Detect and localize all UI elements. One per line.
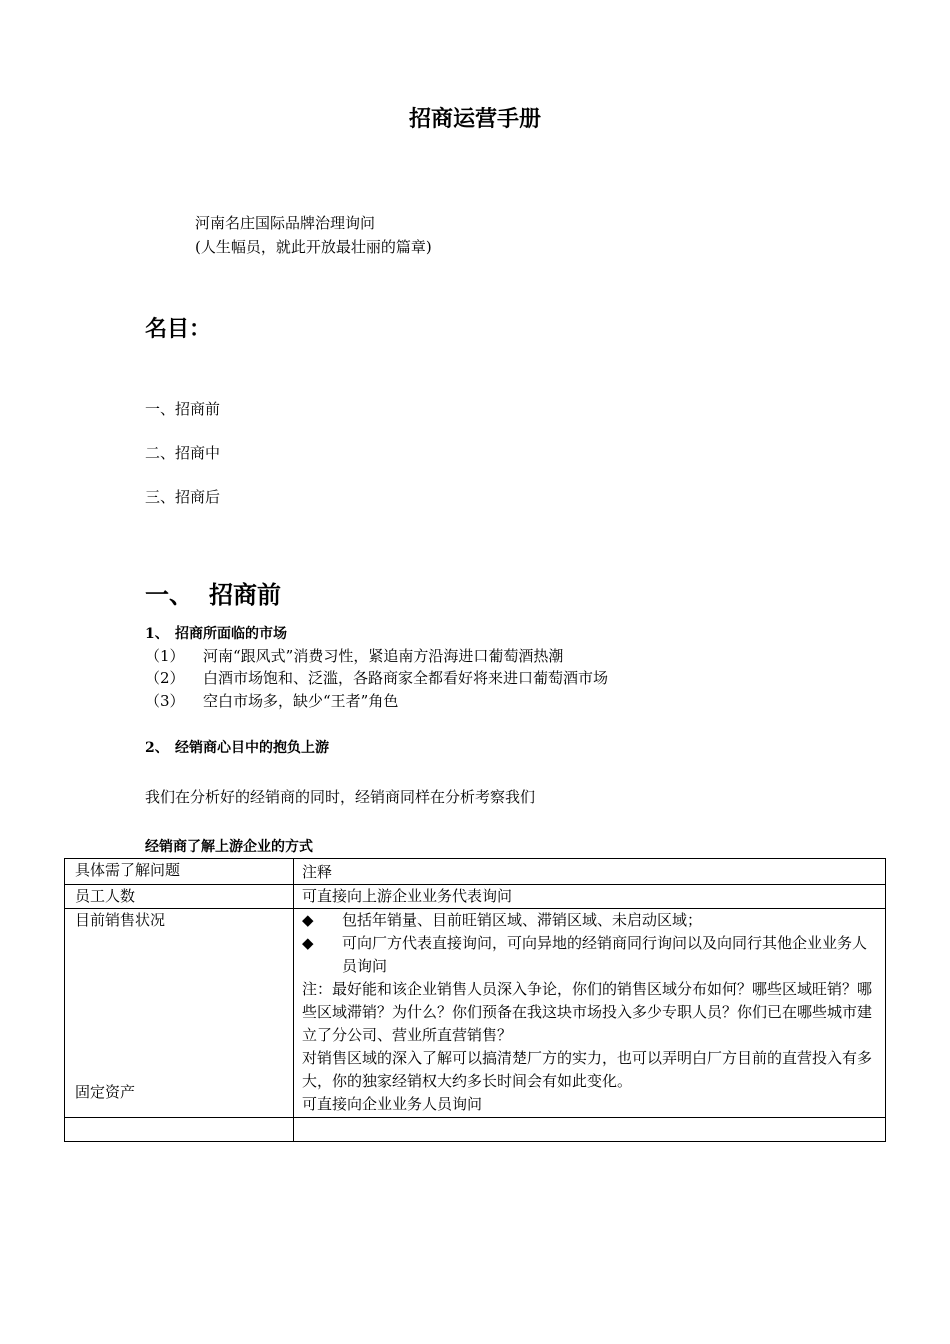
bullet-item [302,909,877,932]
table-empty-cell [65,1118,294,1142]
subsection-2-number: 2、 [145,740,169,756]
toc-heading: 名目： [145,316,212,342]
bullet-text: 包括年销量、目前旺销区域、滞销区域、未启动区域； [342,911,703,929]
table-cell-sales-note [294,909,886,1118]
table-cell-sales-assets [65,909,294,1118]
subsection-2-title: 经销商心目中的抱负上游 [175,740,329,756]
list-item-1-number: （1） [145,647,185,665]
subtitle-line-1: 河南名庄国际品牌治理询问 [195,214,376,232]
table-cell-staff-note: 可直接向上游企业业务代表询问 [294,885,886,909]
list-item-3-text: 空白市场多，缺少“王者”角色 [203,692,399,710]
subsection-1-number: 1、 [145,626,169,642]
subsection-1-title: 招商所面临的市场 [175,626,287,642]
subtitle-line-2: (人生幅员，就此开放最壮丽的篇章) [195,238,432,256]
table-row [65,909,886,1118]
section-number: 一、 [145,580,193,609]
table-header-cell-note: 注释 [294,859,886,885]
bullet-text: 可向厂方代表直接询问，可向异地的经销商同行询问以及向同行其他企业业务人员询问 [342,934,868,975]
list-item-2-number: （2） [145,669,185,687]
note-paragraph-3: 可直接向企业业务人员询问 [302,1095,483,1113]
info-table [64,858,886,1142]
table-cell-sales: 目前销售状况 [75,911,166,929]
diamond-bullet-icon: ◆ [302,911,314,929]
list-item-3-number: （3） [145,692,185,710]
bullet-item [302,932,877,978]
table-empty-cell [294,1118,886,1142]
table-cell-fixed-assets: 固定资产 [75,1083,136,1101]
note-paragraph-2: 对销售区域的深入了解可以搞清楚厂方的实力，也可以弄明白厂方目前的直营投入有多大，你的独家经销权大约多长时间会有如此变化。 [302,1049,873,1090]
table-header-row [65,859,886,885]
list-item-1-text: 河南“跟风式”消费习性，紧追南方沿海进口葡萄酒热潮 [203,647,564,665]
toc-item-2: 二、招商中 [145,444,221,462]
toc-item-1: 一、招商前 [145,400,221,418]
note-paragraph-1: 注：最好能和该企业销售人员深入争论，你们的销售区域分布如何？哪些区域旺销？哪些区域滞销？为什么？你们预备在我这块市场投入多少专职人员？你们已在哪些城市建立了分公司、营业所直营销售？ [302,980,873,1044]
table-empty-row [65,1118,886,1142]
toc-item-3: 三、招商后 [145,488,221,506]
table-header-cell-question: 具体需了解问题 [65,859,294,885]
list-item-2-text: 白酒市场饱和、泛滥，各路商家全都看好将来进口葡萄酒市场 [203,669,609,687]
section-title: 招商前 [209,580,281,609]
document-title: 招商运营手册 [408,106,541,132]
table-row [65,885,886,909]
diamond-bullet-icon: ◆ [302,934,314,952]
table-caption: 经销商了解上游企业的方式 [145,839,313,855]
paragraph: 我们在分析好的经销商的同时，经销商同样在分析考察我们 [145,788,536,806]
table-cell-staff: 员工人数 [65,885,294,909]
